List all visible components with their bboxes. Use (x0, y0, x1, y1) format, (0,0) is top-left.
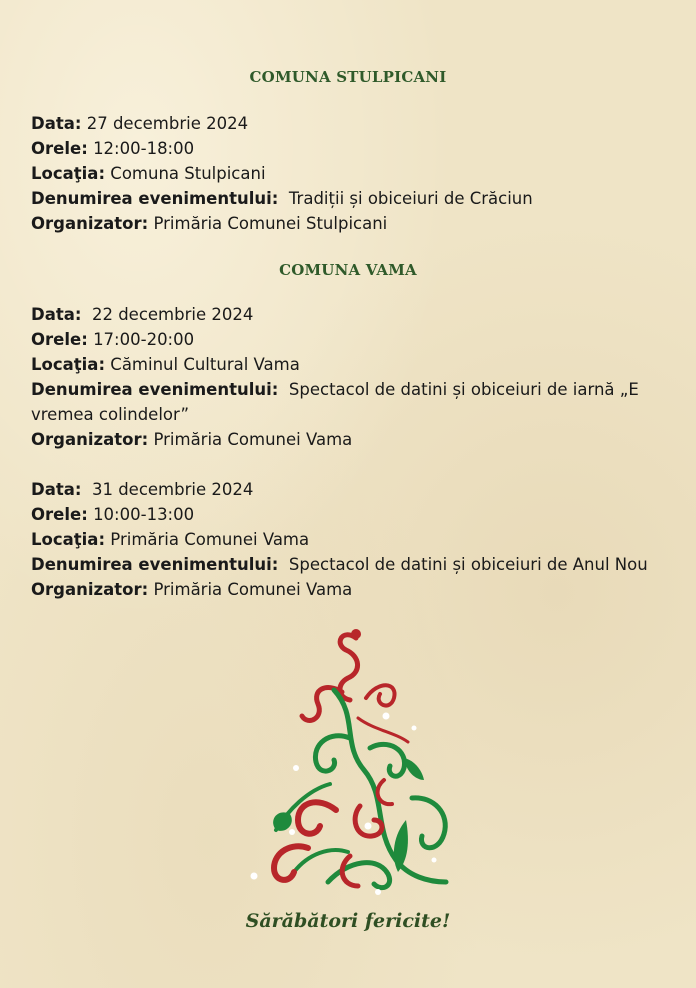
location-label: Locaţia: (31, 530, 106, 549)
organizer-value: Primăria Comunei Vama (153, 580, 353, 599)
name-label: Denumirea evenimentului: (31, 555, 279, 574)
hours-value: 10:00-13:00 (93, 505, 195, 524)
date-label: Data: (31, 480, 82, 499)
location-value: Căminul Cultural Vama (110, 355, 300, 374)
location-value: Primăria Comunei Vama (110, 530, 310, 549)
section-title-stulpicani: COMUNA STULPICANI (249, 68, 447, 86)
event-name (31, 377, 656, 427)
event-organizer (31, 211, 661, 236)
event-hours (31, 327, 661, 352)
name-label: Denumirea evenimentului: (31, 380, 279, 399)
event-block-vama-2 (31, 477, 661, 602)
organizer-value: Primăria Comunei Vama (153, 430, 353, 449)
event-date (31, 111, 661, 136)
event-date (31, 302, 661, 327)
organizer-label: Organizator: (31, 430, 149, 449)
hours-label: Orele: (31, 139, 88, 158)
date-value: 22 decembrie 2024 (91, 305, 254, 324)
swirl-christmas-tree-icon (238, 620, 468, 910)
organizer-label: Organizator: (31, 580, 149, 599)
date-value: 27 decembrie 2024 (86, 114, 249, 133)
event-name (31, 186, 661, 211)
event-block-stulpicani-1 (31, 111, 661, 236)
location-value: Comuna Stulpicani (110, 164, 266, 183)
date-label: Data: (31, 114, 82, 133)
name-label: Denumirea evenimentului: (31, 189, 279, 208)
name-value: Spectacol de datini și obiceiuri de iarnă „E vremea colindelor” (31, 380, 639, 424)
name-value: Spectacol de datini și obiceiuri de Anul Nou (288, 555, 648, 574)
hours-value: 17:00-20:00 (93, 330, 195, 349)
event-date (31, 477, 661, 502)
date-value: 31 decembrie 2024 (91, 480, 254, 499)
organizer-value: Primăria Comunei Stulpicani (153, 214, 388, 233)
hours-value: 12:00-18:00 (93, 139, 195, 158)
name-value: Tradiții și obiceiuri de Crăciun (288, 189, 533, 208)
event-name (31, 552, 661, 577)
holiday-greeting: Sărăbători fericite! (245, 910, 451, 932)
event-location (31, 352, 661, 377)
location-label: Locaţia: (31, 355, 106, 374)
event-hours (31, 136, 661, 161)
event-organizer (31, 577, 661, 602)
event-block-vama-1 (31, 302, 661, 452)
event-organizer (31, 427, 661, 452)
section-title-vama: COMUNA VAMA (279, 261, 417, 279)
date-label: Data: (31, 305, 82, 324)
event-location (31, 527, 661, 552)
event-location (31, 161, 661, 186)
organizer-label: Organizator: (31, 214, 149, 233)
hours-label: Orele: (31, 330, 88, 349)
hours-label: Orele: (31, 505, 88, 524)
location-label: Locaţia: (31, 164, 106, 183)
event-hours (31, 502, 661, 527)
